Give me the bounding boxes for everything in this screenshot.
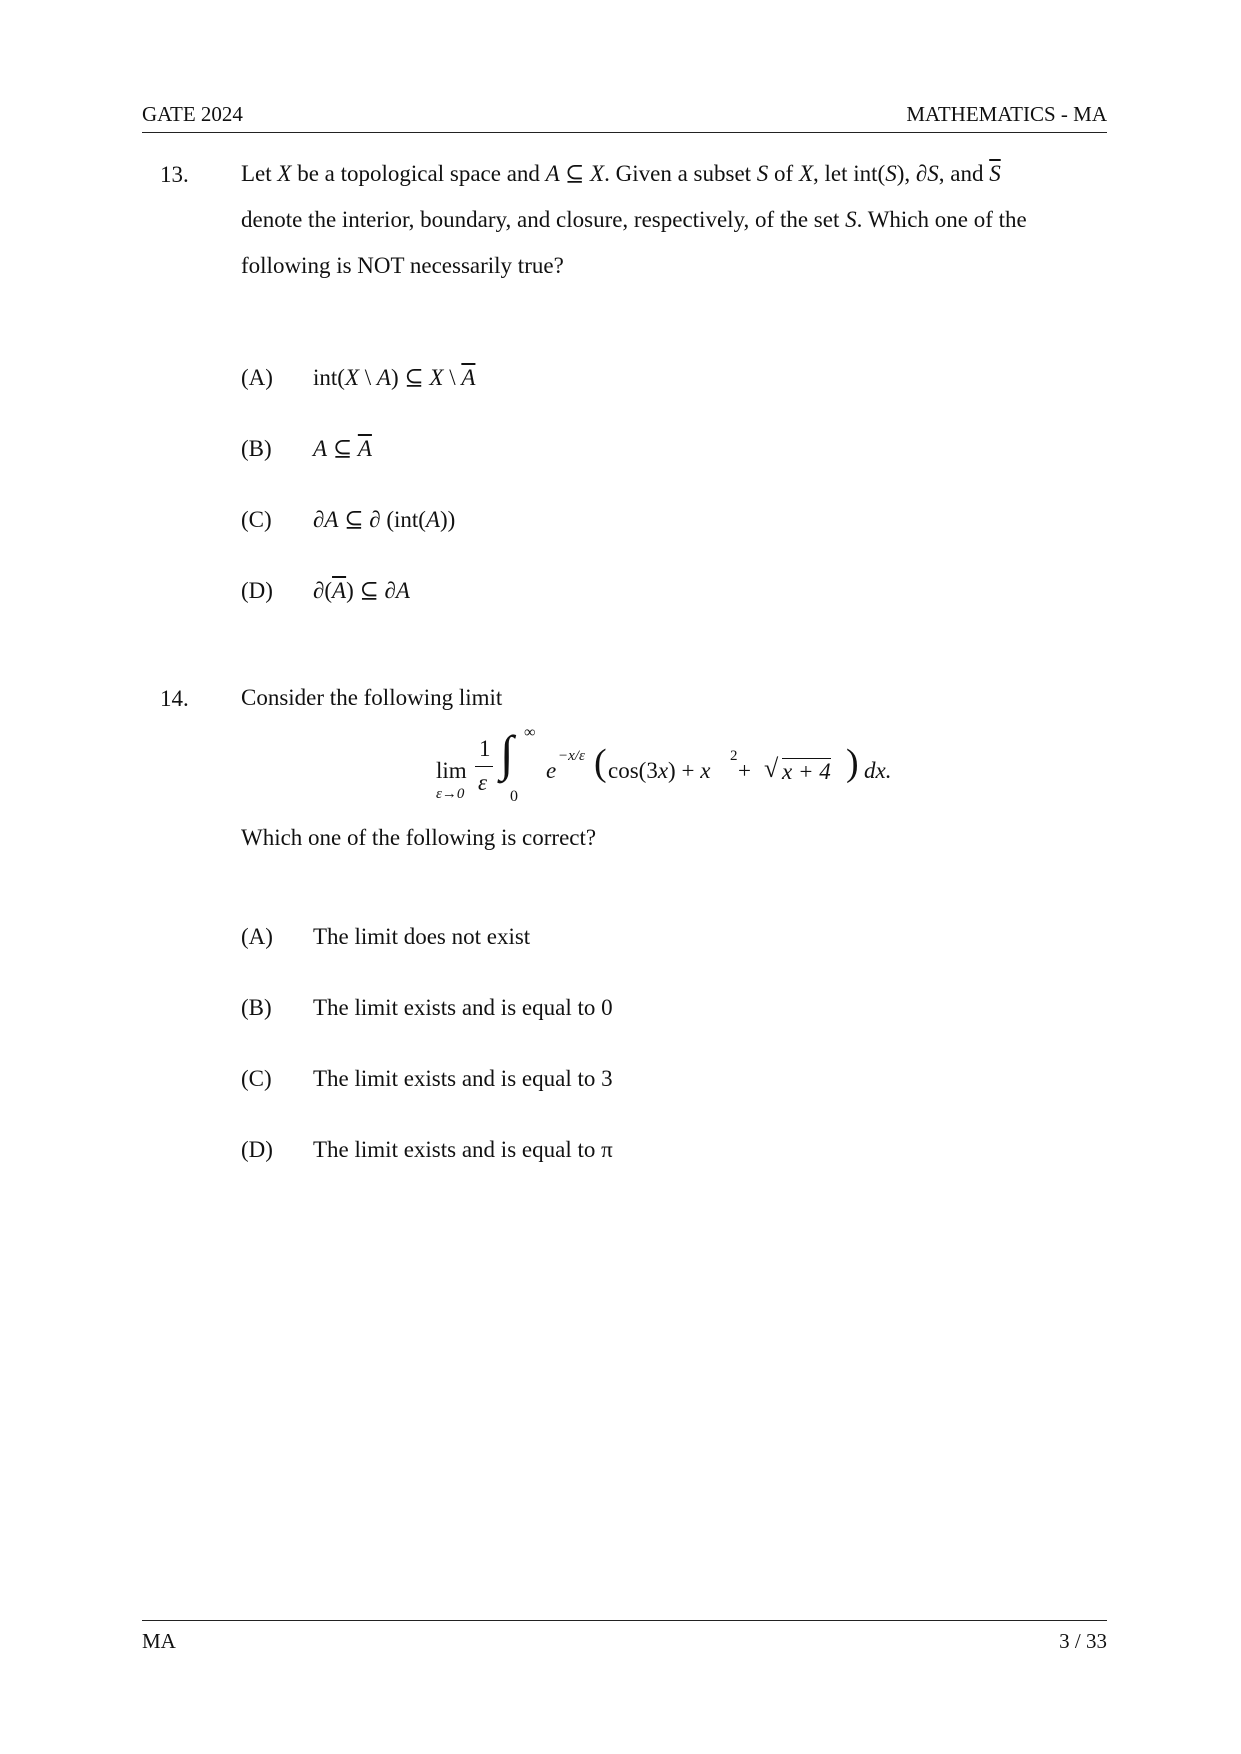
question-14-prompt: Which one of the following is correct?: [241, 825, 597, 850]
question-13-number: 13.: [160, 162, 189, 187]
right-paren: ): [846, 742, 859, 784]
limit-equation: [436, 724, 936, 818]
lim-operator: lim: [436, 758, 467, 783]
integral-sign: ∫: [500, 725, 514, 781]
question-13-line-3: following is NOT necessarily true?: [241, 253, 564, 278]
exam-title: GATE 2024: [142, 102, 243, 126]
question-13-line-2: denote the interior, boundary, and closure, respectively, of the set S. Which one of the: [241, 207, 1027, 232]
integral-lower-limit: 0: [510, 788, 518, 805]
differential: dx.: [864, 758, 892, 783]
integrand-cos: cos(3x) + x: [608, 758, 711, 783]
paper-title: MATHEMATICS - MA: [906, 102, 1107, 126]
exponential-base: e: [546, 758, 557, 783]
page-number: 3 / 33: [1059, 1629, 1107, 1653]
radicand: x + 4: [782, 759, 831, 784]
fraction-numerator: 1: [479, 736, 491, 761]
fraction-bar: [475, 766, 493, 767]
fraction-denominator: ε: [478, 770, 488, 795]
page-footer: [142, 1620, 1107, 1653]
question-14-number: 14.: [160, 686, 189, 711]
left-paren: (: [594, 742, 607, 784]
plus-sign: +: [738, 758, 751, 783]
paper-code: MA: [142, 1629, 176, 1653]
integral-upper-limit: ∞: [524, 724, 536, 741]
question-14-intro: Consider the following limit: [241, 685, 503, 710]
lim-subscript: ε→0: [436, 786, 465, 802]
exponent: −x/ε: [558, 748, 585, 764]
sqrt-sign: √: [764, 754, 779, 783]
question-13-line-1: Let X be a topological space and A ⊆ X. Given a subset S of X, let int(S), ∂S, and $\overline{S}$: [241, 161, 1001, 186]
question-13-text: [241, 151, 1107, 289]
page-header: [142, 102, 1107, 133]
square-exponent: 2: [730, 748, 738, 764]
